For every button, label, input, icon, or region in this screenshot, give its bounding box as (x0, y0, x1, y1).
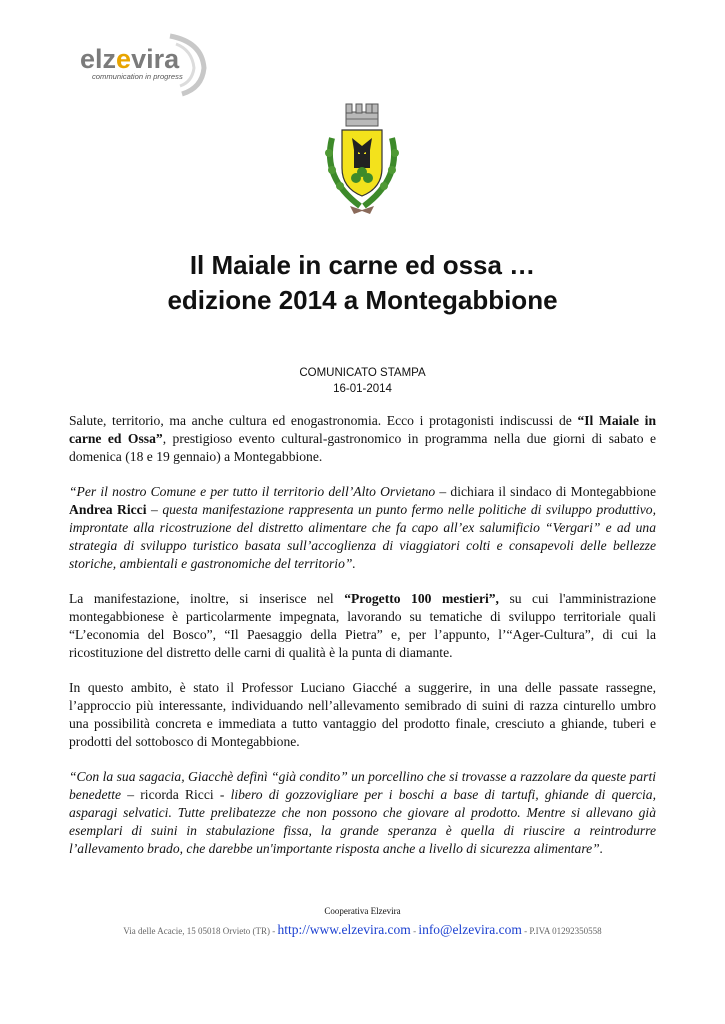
company-logo (78, 28, 228, 100)
project-name: “Progetto 100 mestieri”, (344, 591, 499, 606)
p1-text-a: Salute, territorio, ma anche cultura ed enogastronomia. Ecco i protagonisti indiscussi de (69, 413, 578, 428)
paragraph-2 (69, 483, 656, 573)
article-body (69, 412, 656, 875)
press-release-label: COMUNICATO STAMPA (299, 367, 426, 379)
logo-word-pre: elz (80, 44, 117, 74)
paragraph-3 (69, 590, 656, 662)
logo-word-accent: e (116, 44, 132, 74)
p5-quote-c: libero di gozzovigliare per i boschi a base di tartufi, ghiande di quercia, asparagi selvatici. Tutte prelibatezze che non possono che giovare al prodotto. Mentre si allevano già esemplari di suini in stabulazione fissa, la grande speranza è quella di riuscire a reintrodurre l’allevamento brado, che darebbe un'importante risposta anche a livello di sicurezza alimentare”. (69, 787, 657, 856)
p3-text-c: su cui l'amministrazione montegabbionese è particolarmente impegnata, lavorando su tematiche di sviluppo territoriale quali “L’economia del Bosco”, “Il Paesaggio della Pietra” e, per l’appunto, l’“Ager-Cultura”, di cui la ricostituzione del distretto delle carni di qualità è la punta di diamante. (69, 591, 656, 660)
website-link[interactable]: http://www.elzevira.com (277, 922, 411, 937)
p2-text-d: – (146, 502, 163, 517)
p5-quote-a: “Con la sua sagacia, Giacchè definì “già condito” un porcellino che si trovasse a razzolare da queste parti benedette (69, 769, 656, 802)
svg-text:elzevira (80, 44, 180, 74)
footer-address: Via delle Acacie, 15 05018 Orvieto (TR) - (123, 926, 278, 936)
footer-company: Cooperativa Elzevira (324, 906, 401, 916)
p5-text-b: – ricorda Ricci - (121, 787, 231, 802)
footer-separator: - (410, 926, 419, 936)
logo-word-post: vira (131, 44, 180, 74)
paragraph-5 (69, 768, 656, 858)
p2-quote-e: questa manifestazione rappresenta un punto fermo nelle politiche di sviluppo produttivo, improntate alla ricostruzione del distretto alimentare che fa capo all’ex salumificio “Vergari” e ad una strategia di sviluppo turistico basata sull’accoglienza di viaggiatori colti e consapevoli delle bellezze storiche, ambientali e gastronomiche del territorio”. (69, 502, 656, 571)
title-line-2: edizione 2014 a Montegabbione (167, 285, 558, 315)
paragraph-4: In questo ambito, è stato il Professor Luciano Giacché a suggerire, in una delle passate rassegne, l’approccio più interessante, individuando nell’allevamento semibrado di suini di razza cinturello umbro una possibilità concreta e immediata a tutto vantaggio del prodotto finale, cresciuto a ghiande, tuberi e prodotti del sottobosco di Montegabbione. (69, 680, 656, 749)
footer-vat: - P.IVA 01292350558 (521, 926, 602, 936)
mayor-name: Andrea Ricci (69, 502, 147, 517)
email-link[interactable]: info@elzevira.com (418, 922, 522, 937)
press-release-date: 16-01-2014 (333, 383, 392, 395)
event-name: “Il Maiale in carne ed Ossa” (69, 413, 657, 446)
p2-quote-a: “Per il nostro Comune e per tutto il territorio dell’Alto Orvietano (69, 484, 436, 499)
p2-text-b: – dichiara il sindaco di Montegabbione (435, 484, 656, 499)
paragraph-1 (69, 412, 656, 466)
logo-tagline: communication in progress (92, 72, 183, 81)
title-line-1: Il Maiale in carne ed ossa … (189, 250, 536, 280)
p1-text-c: , prestigioso evento cultural-gastronomico in programma nella due giorni di sabato e domenica (18 e 19 gennaio) a Montegabbione. (69, 431, 656, 464)
elzevira-logo-icon (78, 28, 228, 100)
footer-contacts (0, 922, 725, 938)
municipal-crest (312, 98, 412, 220)
coat-of-arms-icon (312, 98, 412, 220)
p3-text-a: La manifestazione, inoltre, si inserisce nel (69, 591, 345, 606)
